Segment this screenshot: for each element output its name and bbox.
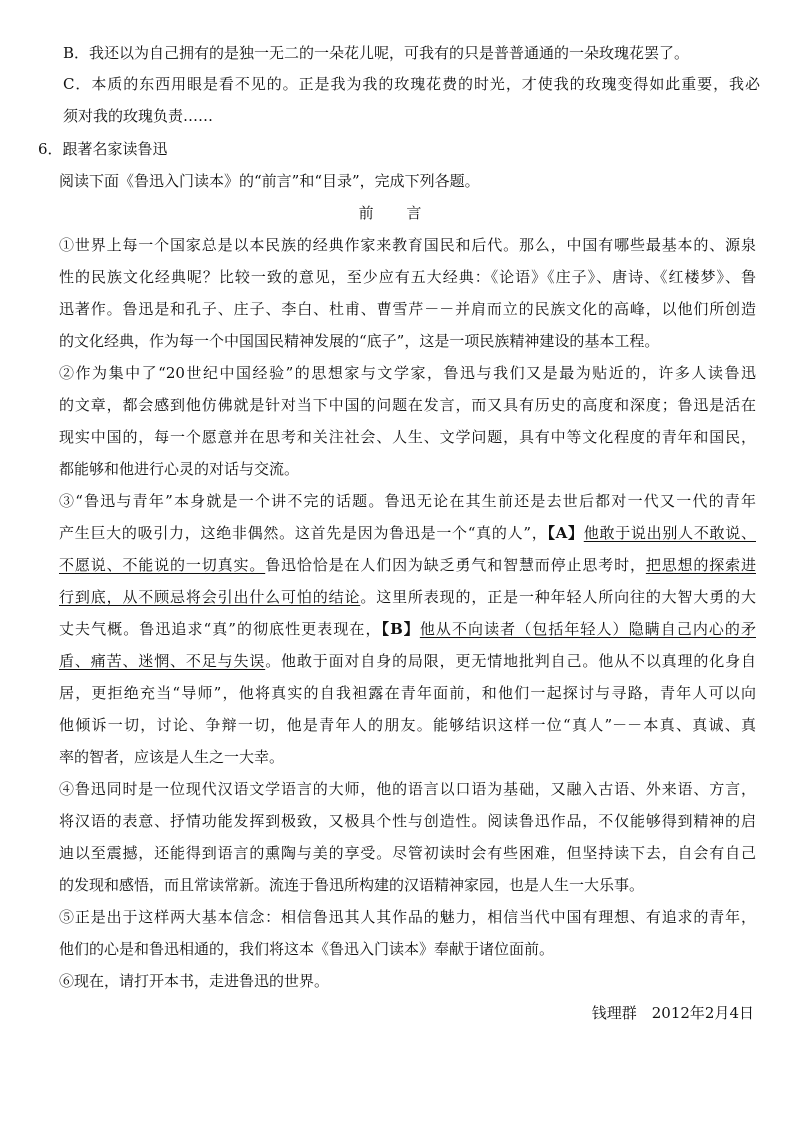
preface-p3-line-7: 居，更拒绝充当“导师”，他将真实的自我袒露在青年面前，和他们一起探讨与寻路，青年人可以向	[59, 684, 756, 702]
p3-line-4-text: 。这里所表现的，正是一种年轻人所向往的大智大勇的大	[360, 588, 756, 606]
underlined-sentence-b-part-2: 盾、痛苦、迷惘、不足与失误	[59, 652, 266, 670]
preface-p2-line-1: ②作为集中了“20世纪中国经验”的思想家与文学家，鲁迅与我们又是最为贴近的，许多人读鲁迅	[59, 364, 756, 382]
preface-p3-line-2	[59, 523, 756, 543]
preface-p3-line-5	[59, 619, 756, 639]
underlined-phrase-part-1: 把思想的探索进	[645, 556, 756, 574]
underlined-sentence-a-part-2: 不愿说、不能说的一切真实。	[59, 556, 266, 574]
option-c-line-2: 须对我的玫瑰负责……	[63, 107, 214, 125]
preface-p2-line-2: 的文章，都会感到他仿佛就是针对当下中国的问题在发言，而又具有历史的高度和深度；鲁迅是活在	[59, 396, 756, 414]
preface-p1-line-3: 迅著作。鲁迅是和孔子、庄子、李白、杜甫、曹雪芹－－并肩而立的民族文化的高峰，以他们所创造	[59, 300, 756, 318]
preface-p2-line-3: 现实中国的，每一个愿意并在思考和关注社会、人生、文学问题，具有中等文化程度的青年和国民，	[59, 428, 756, 446]
preface-p3-line-8: 他倾诉一切，讨论、争辩一切，他是青年人的朋友。能够结识这样一位“真人”－－本真、真诚、真	[59, 716, 756, 734]
preface-p1-line-4: 的文化经典，作为每一个中国国民精神发展的“底子”，这是一项民族精神建设的基本工程。	[59, 332, 660, 350]
option-b: B．我还以为自己拥有的是独一无二的一朵花儿呢，可我有的只是普普通通的一朵玫瑰花罢了。	[63, 44, 690, 62]
marker-b: 【B】	[381, 620, 420, 638]
preface-p2-line-4: 都能够和他进行心灵的对话与交流。	[59, 460, 300, 478]
preface-p4-line-1: ④鲁迅同时是一位现代汉语文学语言的大师，他的语言以口语为基础，又融入古语、外来语、方言，	[59, 780, 756, 798]
preface-p4-line-3: 迪以至震撼，还能得到语言的熏陶与美的享受。尽管初读时会有些困难，但坚持读下去，自会有自己	[59, 844, 756, 862]
preface-p3-line-6	[59, 651, 756, 671]
p3-line-2-text: 产生巨大的吸引力，这绝非偶然。这首先是因为鲁迅是一个“真的人”，	[59, 524, 548, 542]
preface-p3-line-4	[59, 587, 756, 607]
option-c-line-1: C．本质的东西用眼是看不见的。正是我为我的玫瑰花费的时光，才使我的玫瑰变得如此重要，我必	[63, 75, 760, 93]
preface-p3-line-9: 率的智者，应该是人生之一大幸。	[59, 748, 285, 766]
underlined-phrase-part-2: 行到底，从不顾忌将会引出什么可怕的结论	[59, 588, 361, 606]
underlined-sentence-a-part-1: 他敢于说出别人不敢说、	[583, 524, 756, 542]
preface-p4-line-2: 将汉语的表意、抒情功能发挥到极致，又极具个性与创造性。阅读鲁迅作品，不仅能够得到精神的启	[59, 812, 756, 830]
underlined-sentence-b-part-1: 他从不向读者（包括年轻人）隐瞒自己内心的矛	[419, 620, 756, 638]
p3-line-5-text: 丈夫气概。鲁迅追求“真”的彻底性更表现在，	[59, 620, 382, 638]
marker-a: 【A】	[547, 524, 584, 542]
p3-line-3-text: 鲁迅恰恰是在人们因为缺乏勇气和智慧而停止思考时，	[265, 556, 646, 574]
preface-p3-line-3	[59, 555, 756, 575]
p3-line-6-text: 。他敢于面对自身的局限，更无情地批判自己。他从不以真理的化身自	[265, 652, 756, 670]
question-instruction: 阅读下面《鲁迅入门读本》的“前言”和“目录”，完成下列各题。	[59, 172, 480, 190]
preface-p3-line-1: ③“鲁迅与青年”本身就是一个讲不完的话题。鲁迅无论在其生前还是去世后都对一代又一代的青年	[59, 492, 756, 510]
preface-title: 前 言	[358, 204, 436, 222]
preface-p1-line-1: ①世界上每一个国家总是以本民族的经典作家来教育国民和后代。那么，中国有哪些最基本的、源泉	[59, 236, 756, 254]
preface-p6: ⑥现在，请打开本书，走进鲁迅的世界。	[59, 972, 330, 990]
signature: 钱理群 2012年2月4日	[591, 1004, 754, 1022]
preface-p5-line-2: 他们的心是和鲁迅相通的，我们将这本《鲁迅入门读本》奉献于诸位面前。	[59, 940, 555, 958]
preface-p4-line-4: 的发现和感悟，而且常读常新。流连于鲁迅所构建的汉语精神家园，也是人生一大乐事。	[59, 876, 645, 894]
preface-p5-line-1: ⑤正是出于这样两大基本信念：相信鲁迅其人其作品的魅力，相信当代中国有理想、有追求的青年，	[59, 908, 756, 926]
question-heading: 6．跟著名家读鲁迅	[38, 140, 168, 158]
preface-p1-line-2: 性的民族文化经典呢？比较一致的意见，至少应有五大经典：《论语》《庄子》、唐诗、《红楼梦》、鲁	[59, 268, 756, 286]
